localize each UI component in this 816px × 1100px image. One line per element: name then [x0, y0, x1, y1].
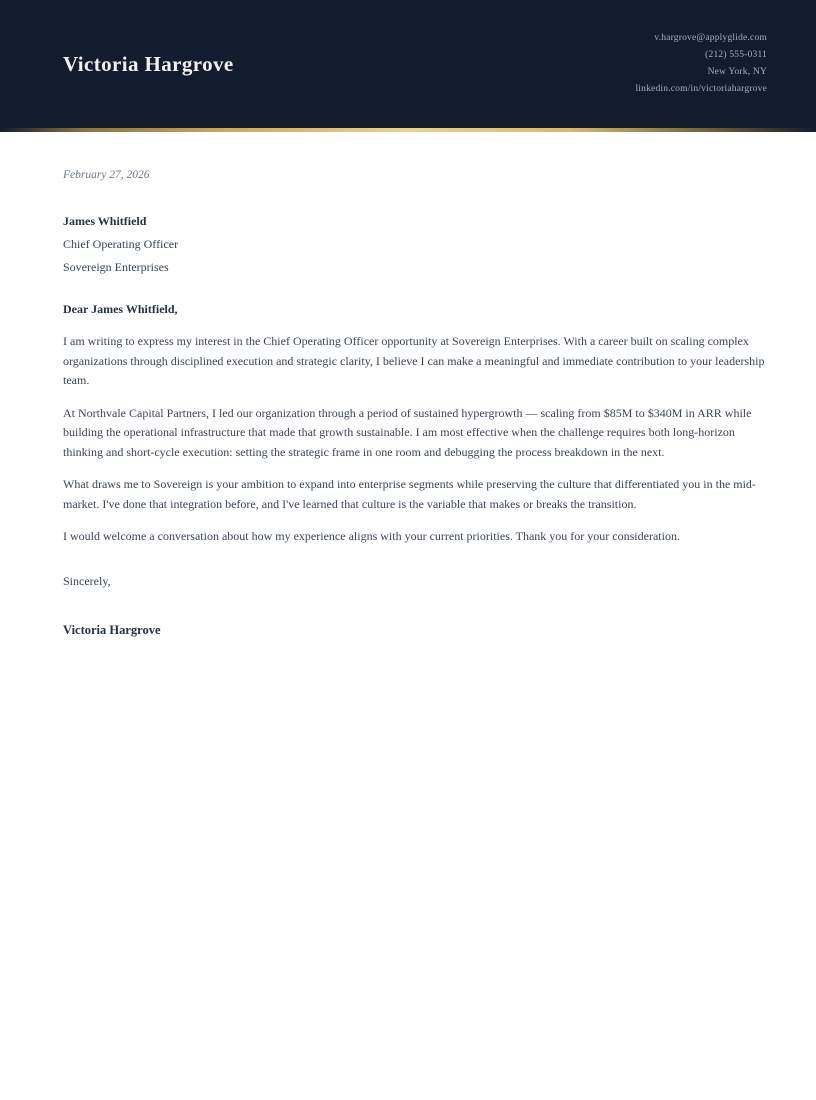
salutation: Dear James Whitfield,: [63, 301, 178, 316]
contact-phone: (212) 555-0311: [705, 50, 767, 60]
body-paragraph-2: At Northvale Capital Partners, I led our organization through a period of sustained hypergrowth — scaling from $85M to $340M in ARR while building the operational infrastructure that made that growth sustainable. I am most effective when the challenge requires both long-horizon thinking and short-cycle execution: setting the strategic frame in one room and debugging the process breakdown in the next.: [63, 405, 752, 459]
recipient-name: James Whitfield: [63, 213, 147, 228]
letter-body: [0, 132, 816, 641]
letterhead: [0, 0, 816, 128]
recipient-block: [63, 212, 767, 276]
candidate-name: Victoria Hargrove: [63, 51, 234, 76]
contact-linkedin: linkedin.com/in/victoriahargrove: [635, 84, 767, 94]
body-paragraph-3: What draws me to Sovereign is your ambition to expand into enterprise segments while preserving the culture that differentiated you in the mid-market. I've done that integration before, and I've learned that culture is the variable that makes or breaks the transition.: [63, 477, 756, 511]
contact-info: [635, 30, 767, 98]
contact-email: v.hargrove@applyglide.com: [654, 33, 767, 43]
body-paragraph-4: I would welcome a conversation about how my experience aligns with your current priorities. Thank you for your consideration.: [63, 529, 680, 543]
recipient-title: Chief Operating Officer: [63, 236, 179, 251]
contact-location: New York, NY: [707, 67, 767, 77]
body-paragraph-1: I am writing to express my interest in the Chief Operating Officer opportunity at Sovereign Enterprises. With a career built on scaling complex organizations through disciplined execution and strategic clarity, I believe I can make a meaningful and immediate contribution to your leadership team.: [63, 334, 765, 387]
recipient-company: Sovereign Enterprises: [63, 259, 169, 274]
letter-date: February 27, 2026: [63, 169, 150, 181]
signature-name: Victoria Hargrove: [63, 623, 161, 637]
closing: Sincerely,: [63, 573, 111, 588]
